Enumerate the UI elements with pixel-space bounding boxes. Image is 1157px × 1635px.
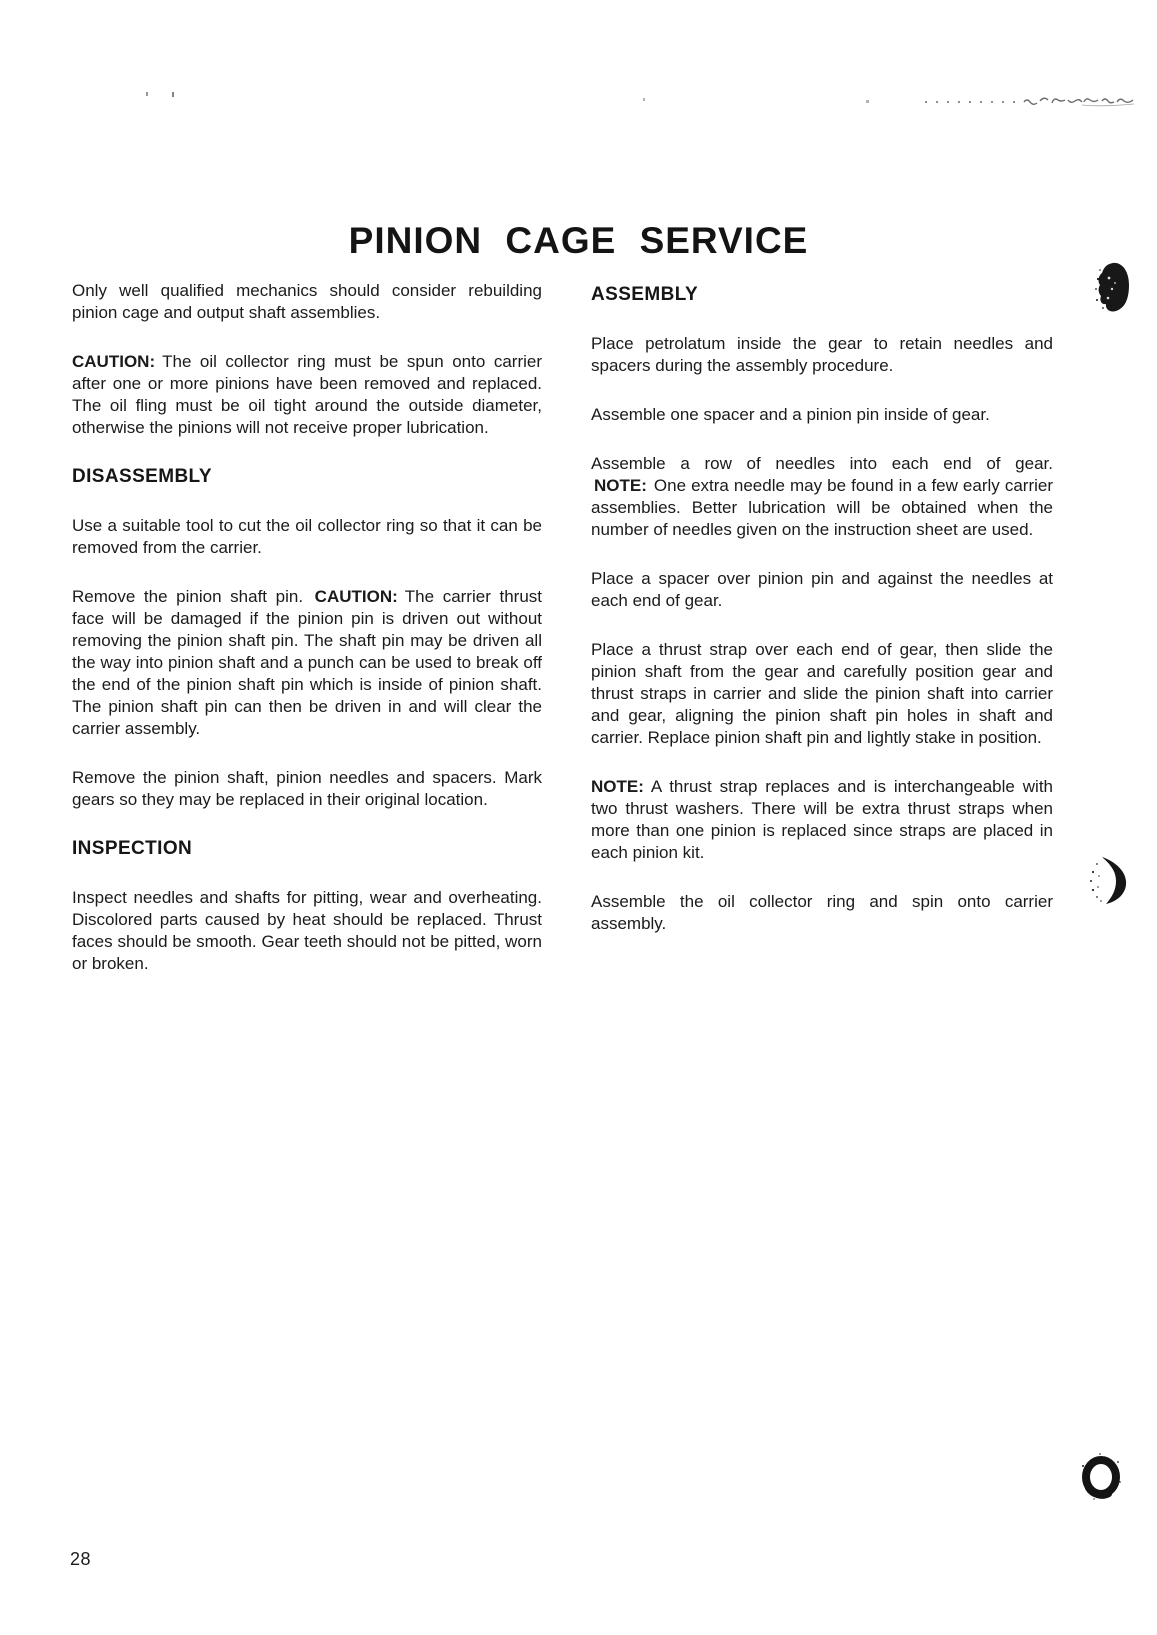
note-label: NOTE: [594,476,647,495]
assembly-paragraph-3: Assemble a row of needles into each end of gear. NOTE: One extra needle may be found in a few early carrier assemblies. Better lubrication will be obtained when the number of needles given on the instruction sheet are used. [591,454,1053,539]
page-number: 28 [70,1549,92,1569]
scan-scratch-squiggle [1022,92,1137,110]
disassembly-paragraph-1: Use a suitable tool to cut the oil collector ring so that it can be removed from the carrier. [72,516,542,557]
assembly-note-paragraph: NOTE: A thrust strap replaces and is interchangeable with two thrust washers. There will be extra thrust straps when more than one pinion is replaced since straps are placed in each pinion kit. [591,777,1053,862]
left-column [72,280,542,1002]
scan-scratch-dots [925,101,1021,103]
disassembly-paragraph-3: Remove the pinion shaft, pinion needles and spacers. Mark gears so they may be replaced in their original location. [72,768,542,809]
intro-paragraph: Only well qualified mechanics should consider rebuilding pinion cage and output shaft assemblies. [72,281,542,322]
caution-label: CAUTION: [72,352,156,371]
assembly-paragraph-2: Assemble one spacer and a pinion pin inside of gear. [591,405,990,424]
assembly-paragraph-1: Place petrolatum inside the gear to retain needles and spacers during the assembly procedure. [591,334,1053,375]
page-title: PINION CAGE SERVICE [348,220,809,261]
assembly-paragraph-4: Place a spacer over pinion pin and against the needles at each end of gear. [591,569,1053,610]
ink-smudge [1092,262,1130,312]
caution-text: The oil collector ring must be spun onto carrier after one or more pinions have been removed and replaced. The oil fling must be oil tight around the outside diameter, otherwise the pinions will not receive proper lubrication. [72,352,542,437]
assembly-paragraph-7: Assemble the oil collector ring and spin onto carrier assembly. [591,892,1053,933]
scan-speck [146,92,148,96]
disassembly-heading: DISASSEMBLY [72,466,212,487]
scan-speck [172,92,174,97]
disassembly-paragraph-2: Remove the pinion shaft pin. CAUTION: The carrier thrust face will be damaged if the pinion pin is driven out without removing the pinion shaft pin. The shaft pin may be driven all the way into pinion shaft and a punch can be used to break off the end of the pinion shaft pin which is inside of pinion shaft. The pinion shaft pin can then be driven in and will clear the carrier assembly. [72,587,542,738]
right-column [591,284,1053,962]
scan-speck [643,98,645,101]
assembly-heading: ASSEMBLY [591,284,699,305]
caution-label: CAUTION: [314,587,398,606]
inspection-heading: INSPECTION [72,838,193,859]
inspection-paragraph: Inspect needles and shafts for pitting, wear and overheating. Discolored parts caused by heat should be replaced. Thrust faces should be smooth. Gear teeth should not be pitted, worn or broken. [72,888,542,973]
assembly-paragraph-5: Place a thrust strap over each end of gear, then slide the pinion shaft from the gear and carefully position gear and thrust straps in carrier and slide the pinion shaft into carrier and gear, aligning the pinion shaft pin holes in shaft and carrier. Replace pinion shaft pin and lightly stake in position. [591,640,1053,747]
scan-speck [866,100,869,103]
ring-smudge [1078,1452,1122,1500]
note-label: NOTE: [591,777,644,796]
caution-paragraph [72,351,542,439]
crescent-smudge [1085,856,1127,904]
